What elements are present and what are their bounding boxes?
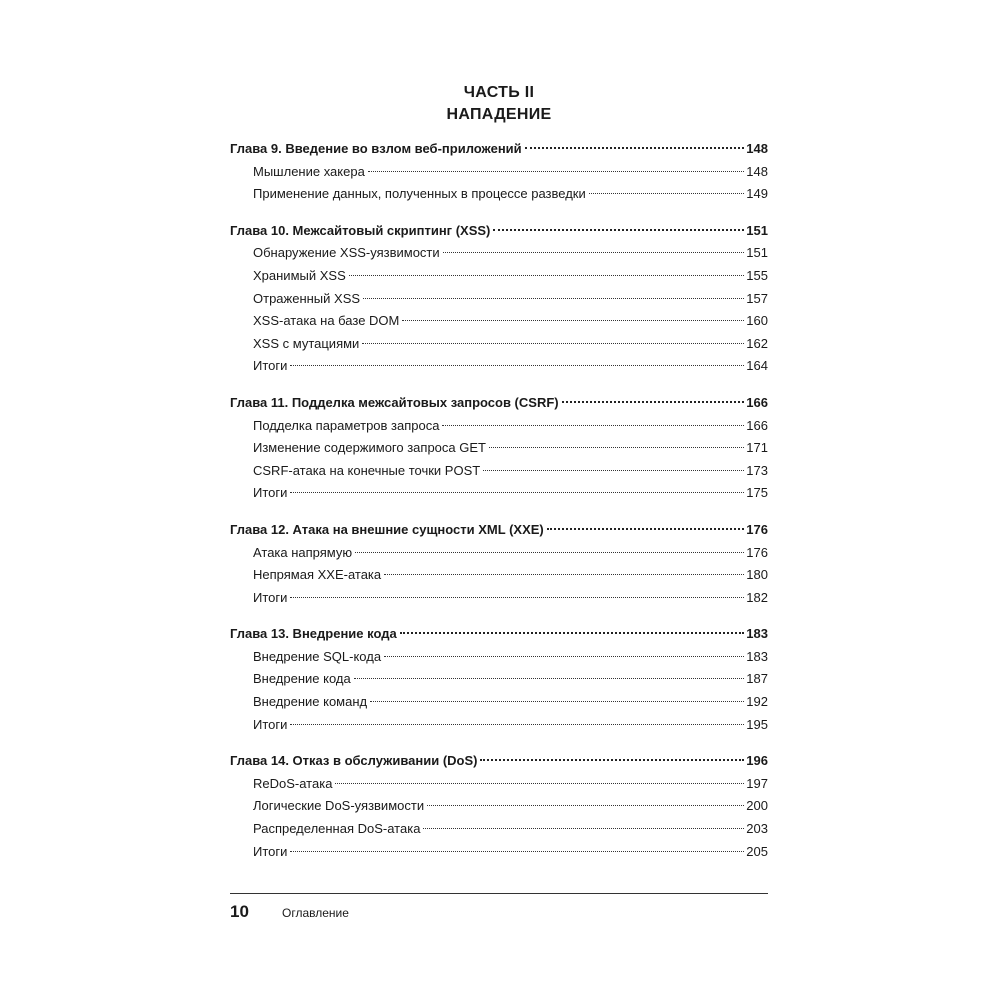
toc-section-entry[interactable] bbox=[230, 161, 768, 184]
chapter-page: 196 bbox=[746, 753, 768, 769]
dot-leader bbox=[443, 252, 745, 253]
section-title: Итоги bbox=[253, 843, 288, 859]
dot-leader bbox=[442, 425, 744, 426]
dot-leader bbox=[354, 678, 745, 679]
dot-leader bbox=[384, 574, 744, 575]
toc-chapter-entry[interactable] bbox=[230, 623, 768, 646]
section-page: 164 bbox=[746, 358, 768, 374]
section-page: 195 bbox=[746, 716, 768, 732]
toc-chapter bbox=[230, 623, 768, 736]
dot-leader bbox=[427, 805, 744, 806]
chapter-page: 151 bbox=[746, 222, 768, 238]
dot-leader bbox=[400, 632, 745, 634]
toc-section-entry[interactable] bbox=[230, 460, 768, 483]
toc-section-entry[interactable] bbox=[230, 668, 768, 691]
part-title: НАПАДЕНИЕ bbox=[446, 106, 552, 123]
section-page: 203 bbox=[746, 821, 768, 837]
section-title: XSS-атака на базе DOM bbox=[253, 313, 400, 329]
section-page: 160 bbox=[746, 313, 768, 329]
section-title: Мышление хакера bbox=[253, 163, 365, 179]
section-page: 175 bbox=[746, 485, 768, 501]
chapter-page: 166 bbox=[746, 394, 768, 410]
dot-leader bbox=[384, 656, 744, 657]
toc-section-entry[interactable] bbox=[230, 482, 768, 505]
footer-section-label: Оглавление bbox=[282, 906, 349, 920]
dot-leader bbox=[525, 147, 745, 149]
section-title: ReDoS-атака bbox=[253, 775, 333, 791]
section-page: 151 bbox=[746, 245, 768, 261]
section-title: Применение данных, полученных в процессе разведки bbox=[253, 186, 586, 202]
dot-leader bbox=[349, 275, 745, 276]
section-title: Итоги bbox=[253, 716, 288, 732]
chapter-title: Глава 12. Атака на внешние сущности XML (XXE) bbox=[230, 521, 544, 537]
dot-leader bbox=[402, 320, 744, 321]
section-page: 148 bbox=[746, 163, 768, 179]
toc-section-entry[interactable] bbox=[230, 795, 768, 818]
section-page: 183 bbox=[746, 648, 768, 664]
toc-chapter bbox=[230, 519, 768, 609]
dot-leader bbox=[493, 229, 744, 231]
dot-leader bbox=[290, 492, 744, 493]
toc-section-entry[interactable] bbox=[230, 355, 768, 378]
section-title: Изменение содержимого запроса GET bbox=[253, 440, 486, 456]
chapter-title: Глава 9. Введение во взлом веб-приложений bbox=[230, 141, 522, 156]
section-page: 187 bbox=[746, 671, 768, 687]
section-page: 182 bbox=[746, 589, 768, 605]
dot-leader bbox=[355, 552, 744, 553]
chapter-title: Глава 14. Отказ в обслуживании (DoS) bbox=[230, 753, 478, 769]
part-label: ЧАСТЬ II bbox=[463, 84, 535, 101]
footer-divider bbox=[230, 893, 768, 894]
dot-leader bbox=[483, 470, 744, 471]
toc-chapter-entry[interactable] bbox=[230, 220, 768, 243]
section-page: 192 bbox=[746, 694, 768, 710]
dot-leader bbox=[480, 759, 744, 761]
toc-section-entry[interactable] bbox=[230, 841, 768, 864]
section-title: Внедрение SQL-кода bbox=[253, 648, 382, 664]
section-page: 180 bbox=[746, 567, 768, 583]
dot-leader bbox=[489, 447, 744, 448]
section-title: Отраженный XSS bbox=[253, 290, 361, 306]
section-title: Итоги bbox=[253, 485, 288, 501]
section-title: Непрямая XXE-атака bbox=[253, 567, 382, 583]
toc-section-entry[interactable] bbox=[230, 265, 768, 288]
toc-section-entry[interactable] bbox=[230, 587, 768, 610]
footer-page-number: 10 bbox=[230, 902, 249, 921]
chapter-title: Глава 13. Внедрение кода bbox=[230, 626, 397, 642]
dot-leader bbox=[368, 171, 744, 172]
toc-section-entry[interactable] bbox=[230, 437, 768, 460]
chapter-page: 176 bbox=[746, 521, 768, 537]
toc-section-entry[interactable] bbox=[230, 310, 768, 333]
chapter-page: 183 bbox=[746, 626, 768, 642]
section-page: 155 bbox=[746, 267, 768, 283]
dot-leader bbox=[362, 343, 744, 344]
toc-chapter bbox=[230, 138, 768, 206]
toc-chapter-entry[interactable] bbox=[230, 138, 768, 161]
section-title: CSRF-атака на конечные точки POST bbox=[253, 462, 481, 478]
toc-section-entry[interactable] bbox=[230, 564, 768, 587]
toc-section-entry[interactable] bbox=[230, 714, 768, 737]
dot-leader bbox=[335, 783, 744, 784]
toc-section-entry[interactable] bbox=[230, 818, 768, 841]
section-title: Итоги bbox=[253, 589, 288, 605]
section-page: 162 bbox=[746, 335, 768, 351]
section-page: 149 bbox=[746, 186, 768, 202]
section-page: 200 bbox=[746, 798, 768, 814]
section-title: Подделка параметров запроса bbox=[253, 417, 440, 433]
section-title: Итоги bbox=[253, 358, 288, 374]
dot-leader bbox=[547, 528, 745, 530]
toc-section-entry[interactable] bbox=[230, 242, 768, 265]
toc-section-entry[interactable] bbox=[230, 415, 768, 438]
book-page bbox=[230, 0, 768, 1000]
dot-leader bbox=[363, 298, 744, 299]
toc-section-entry[interactable] bbox=[230, 542, 768, 565]
toc-section-entry[interactable] bbox=[230, 288, 768, 311]
toc-chapter-entry[interactable] bbox=[230, 519, 768, 542]
chapter-title: Глава 10. Межсайтовый скриптинг (XSS) bbox=[230, 222, 491, 238]
section-title: Атака напрямую bbox=[253, 544, 353, 560]
toc-section-entry[interactable] bbox=[230, 691, 768, 714]
toc-chapter bbox=[230, 220, 768, 378]
section-title: Обнаружение XSS-уязвимости bbox=[253, 245, 440, 261]
toc-chapter-entry[interactable] bbox=[230, 392, 768, 415]
section-page: 171 bbox=[746, 440, 768, 456]
toc-chapter bbox=[230, 750, 768, 863]
toc-section-entry[interactable] bbox=[230, 183, 768, 206]
toc-section-entry[interactable] bbox=[230, 333, 768, 356]
chapter-page: 148 bbox=[746, 141, 768, 156]
section-title: XSS с мутациями bbox=[253, 335, 360, 351]
dot-leader bbox=[290, 851, 744, 852]
dot-leader bbox=[370, 701, 744, 702]
dot-leader bbox=[290, 597, 744, 598]
toc-chapter bbox=[230, 392, 768, 505]
toc-chapter-entry[interactable] bbox=[230, 750, 768, 773]
section-title: Внедрение кода bbox=[253, 671, 351, 687]
section-title: Распределенная DoS-атака bbox=[253, 821, 421, 837]
section-page: 176 bbox=[746, 544, 768, 560]
toc-section-entry[interactable] bbox=[230, 773, 768, 796]
table-of-contents bbox=[230, 138, 768, 877]
section-page: 173 bbox=[746, 462, 768, 478]
toc-section-entry[interactable] bbox=[230, 646, 768, 669]
dot-leader bbox=[423, 828, 744, 829]
section-title: Хранимый XSS bbox=[253, 267, 346, 283]
dot-leader bbox=[589, 193, 745, 194]
section-page: 166 bbox=[746, 417, 768, 433]
section-page: 197 bbox=[746, 775, 768, 791]
dot-leader bbox=[290, 365, 744, 366]
section-page: 205 bbox=[746, 843, 768, 859]
chapter-title: Глава 11. Подделка межсайтовых запросов (CSRF) bbox=[230, 394, 559, 410]
section-title: Логические DoS-уязвимости bbox=[253, 798, 425, 814]
section-page: 157 bbox=[746, 290, 768, 306]
dot-leader bbox=[290, 724, 744, 725]
dot-leader bbox=[562, 401, 745, 403]
section-title: Внедрение команд bbox=[253, 694, 368, 710]
